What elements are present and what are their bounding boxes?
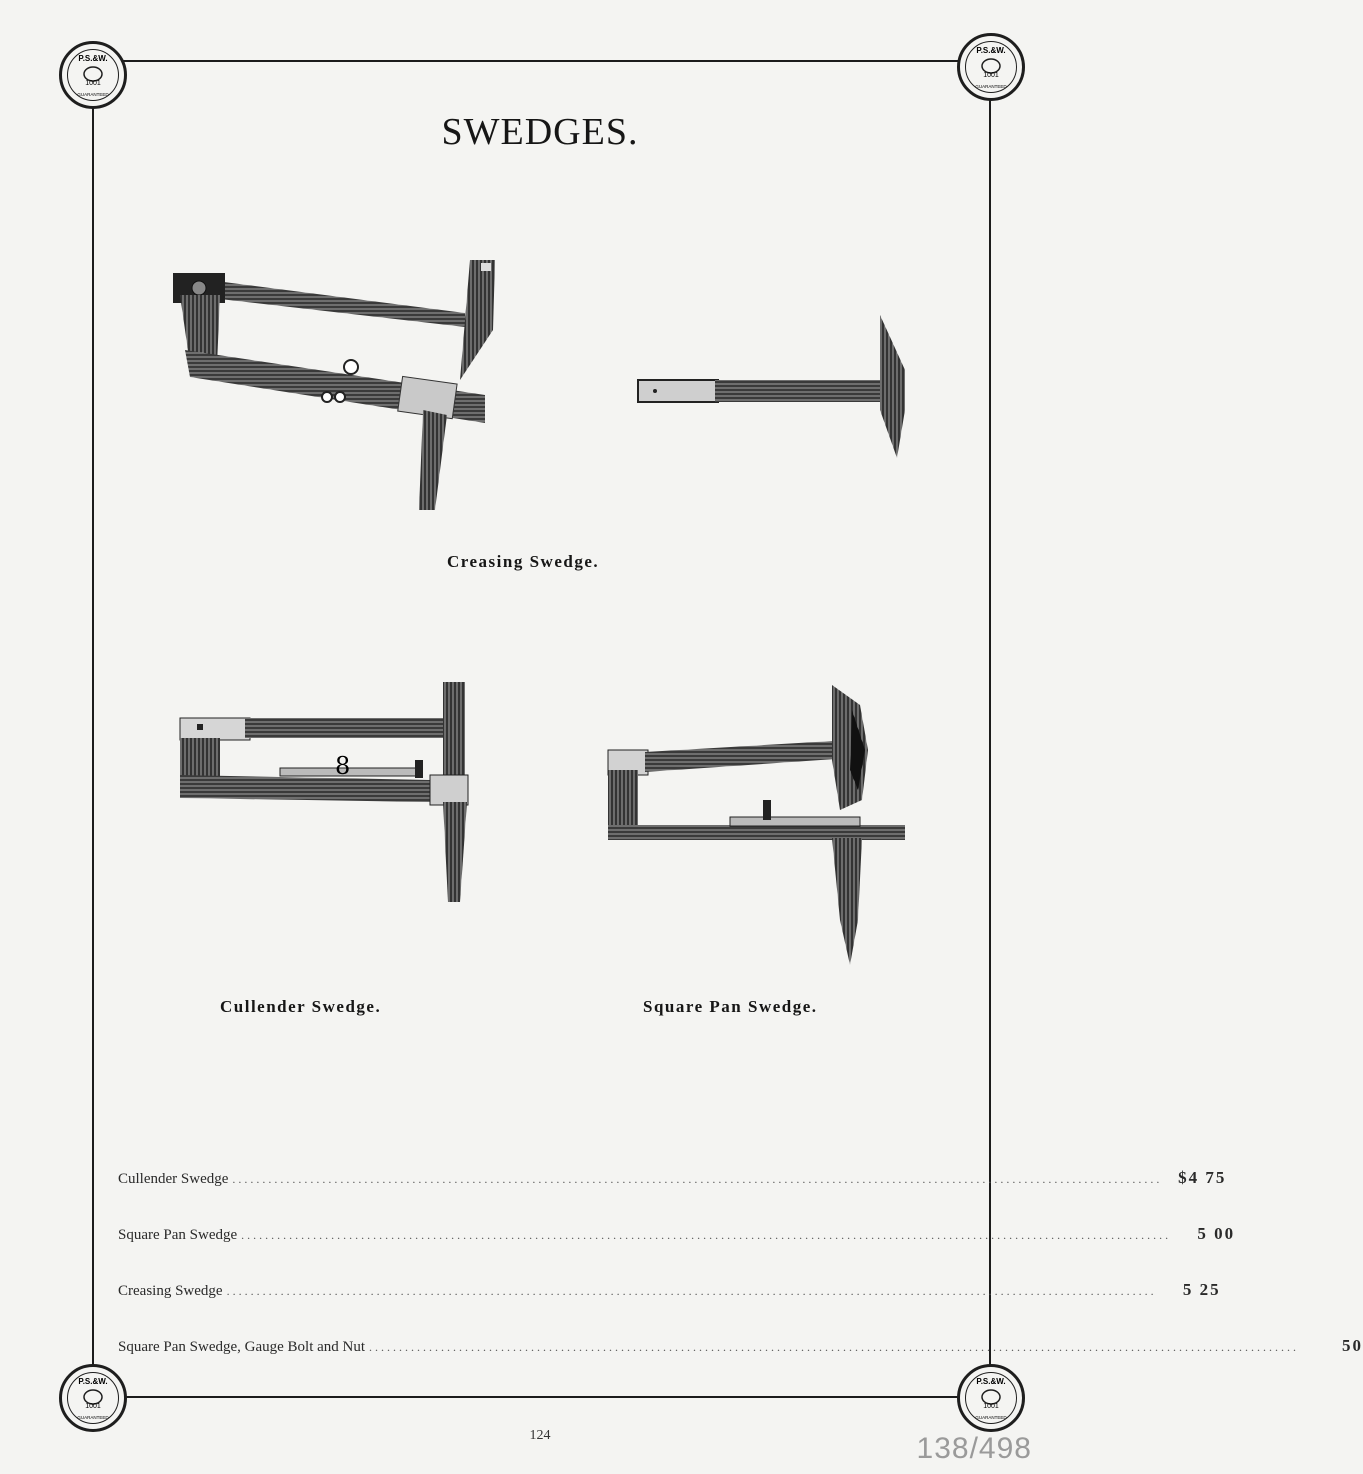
caption-creasing-swedge: Creasing Swedge. — [447, 552, 600, 571]
seal-top-right — [957, 33, 1025, 101]
svg-text:GUARANTEED: GUARANTEED — [975, 84, 1007, 89]
price-item-name: Square Pan Swedge — [118, 1227, 238, 1243]
seal-center-text: 1001 — [85, 80, 101, 87]
page-title: SWEDGES. — [441, 111, 639, 153]
svg-text:GUARANTEED: GUARANTEED — [77, 1415, 109, 1420]
page-counter: 138/498 — [916, 1432, 1032, 1465]
cullender-swedge-illustration — [175, 680, 475, 905]
price-item-name: Cullender Swedge — [118, 1171, 229, 1187]
leader-dots: ........................................................................................................................................................... — [241, 1228, 1172, 1242]
price-row — [118, 1224, 1236, 1280]
caption-square-pan-swedge: Square Pan Swedge. — [643, 997, 818, 1016]
page-number: 124 — [529, 1428, 551, 1443]
price-item-amount: 50 — [1342, 1336, 1363, 1355]
leader-dots: ........................................................................................................................................................... — [226, 1284, 1157, 1298]
svg-text:8: 8 — [335, 752, 351, 780]
seal-bottom-left — [59, 1364, 127, 1432]
seal-bottom-right — [957, 1364, 1025, 1432]
price-row — [118, 1280, 1221, 1336]
price-item-name: Creasing Swedge — [118, 1283, 223, 1299]
svg-text:GUARANTEED: GUARANTEED — [975, 1415, 1007, 1420]
svg-text:1001: 1001 — [85, 1403, 101, 1410]
price-item-amount: 5 25 — [1182, 1280, 1221, 1299]
square-pan-swedge-illustration — [600, 680, 912, 970]
seal-top-text: P.S.&W. — [78, 54, 108, 63]
svg-text:P.S.&W.: P.S.&W. — [78, 1377, 108, 1386]
caption-cullender-swedge: Cullender Swedge. — [220, 997, 382, 1016]
price-item-amount: 5 00 — [1197, 1224, 1236, 1243]
creasing-swedge-illustration — [165, 255, 505, 520]
price-item-amount: $4 75 — [1178, 1168, 1227, 1187]
leader-dots: ........................................................................................................................................................... — [232, 1172, 1163, 1186]
leader-dots: ........................................................................................................................................................... — [369, 1340, 1300, 1354]
price-item-name: Square Pan Swedge, Gauge Bolt and Nut — [118, 1339, 366, 1355]
price-row — [118, 1168, 1227, 1224]
seal-top-left — [59, 41, 127, 109]
svg-text:P.S.&W.: P.S.&W. — [976, 1377, 1006, 1386]
svg-text:P.S.&W.: P.S.&W. — [976, 46, 1006, 55]
svg-text:1001: 1001 — [983, 72, 999, 79]
seal-bottom-text: GUARANTEED — [77, 92, 109, 97]
svg-text:1001: 1001 — [983, 1403, 999, 1410]
creasing-hand-tool-illustration — [635, 310, 915, 460]
